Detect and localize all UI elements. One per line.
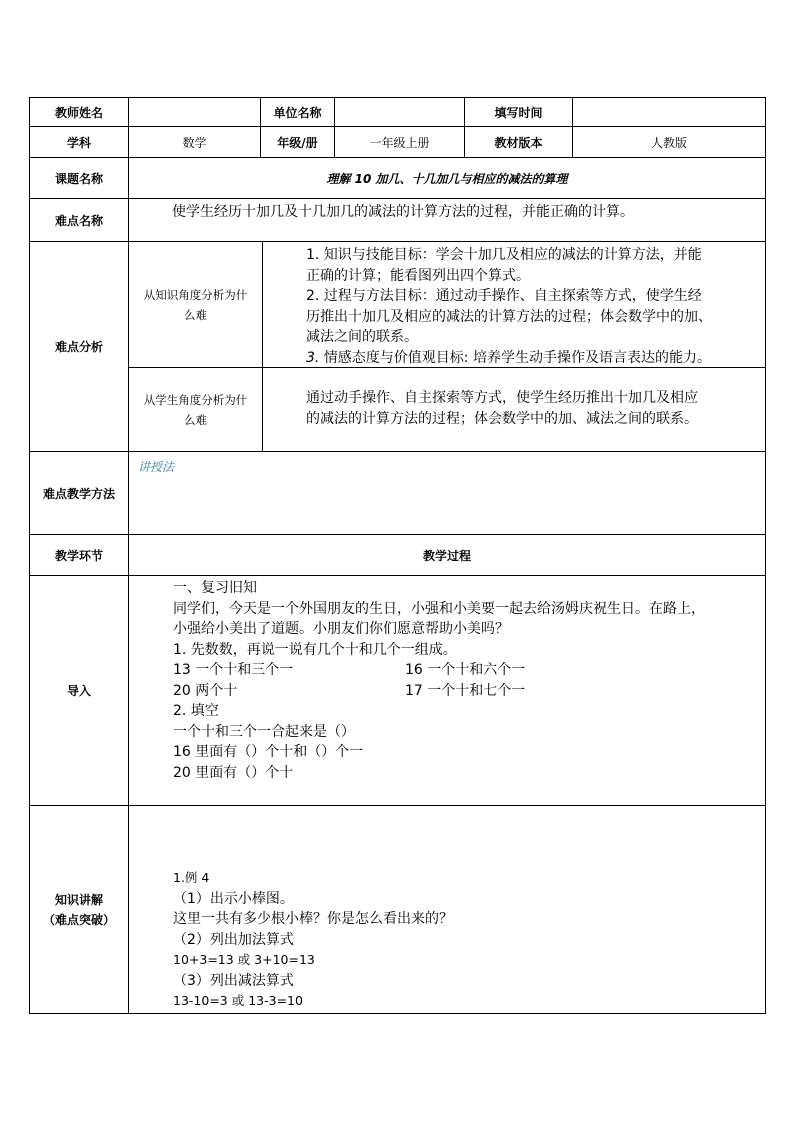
knowledge-line xyxy=(306,348,765,369)
knowledge-line-number: 3. xyxy=(306,349,320,366)
grade-value: 一年级上册 xyxy=(334,126,465,158)
knowledge-explain-line: （1）出示小棒图。 xyxy=(173,890,294,907)
teaching-process-header: 教学过程 xyxy=(128,534,766,576)
intro-line: 16 里面有（）个十和（）个一 xyxy=(173,744,364,760)
intro-pair-left: 20 两个十 xyxy=(173,682,238,699)
knowledge-explain-label-line2: （难点突破） xyxy=(42,912,115,927)
intro-pair-right: 16 一个十和六个一 xyxy=(405,662,526,678)
knowledge-explain-line: 10+3=13 或 3+10=13 xyxy=(173,952,315,967)
knowledge-line: 正确的计算；能看图列出四个算式。 xyxy=(306,267,530,284)
teacher-name-value[interactable] xyxy=(128,97,261,127)
knowledge-explain-label-line1: 知识讲解 xyxy=(54,892,103,907)
intro-line: 同学们，今天是一个外国朋友的生日，小强和小美要一起去给汤姆庆祝生日。在路上， xyxy=(173,600,705,617)
student-angle-label: 从学生角度分析为什么难 xyxy=(128,367,263,452)
fill-time-label: 填写时间 xyxy=(464,97,573,127)
grade-label: 年级/册 xyxy=(260,126,335,158)
knowledge-line: 减法之间的联系。 xyxy=(306,329,418,345)
teaching-method-label: 难点教学方法 xyxy=(29,451,129,535)
intro-line: 一、复习旧知 xyxy=(173,580,257,596)
knowledge-explain-content xyxy=(128,805,766,1014)
lesson-title-value: 理解 10 加几、十几加几与相应的减法的算理 xyxy=(128,157,766,199)
knowledge-explain-line: 这里一共有多少根小棒？你是怎么看出来的？ xyxy=(173,911,453,927)
difficulty-name-label: 难点名称 xyxy=(29,198,129,242)
intro-pair-right: 17 一个十和七个一 xyxy=(405,682,526,699)
intro-pair-row xyxy=(173,681,765,702)
intro-line: 1. 先数数，再说一说有几个十和几个一组成。 xyxy=(173,641,457,658)
lesson-title-label: 课题名称 xyxy=(29,157,129,199)
teaching-method-cell xyxy=(128,451,766,535)
subject-label: 学科 xyxy=(29,126,129,158)
fill-time-value[interactable] xyxy=(572,97,766,127)
knowledge-line: 1. 知识与技能目标：学会十加几及相应的减法的计算方法，并能 xyxy=(306,247,702,263)
knowledge-explain-label xyxy=(29,805,129,1014)
difficulty-name-value: 使学生经历十加几及十几加几的减法的计算方法的过程，并能正确的计算。 xyxy=(128,198,766,242)
knowledge-explain-line: （3）列出减法算式 xyxy=(173,972,294,989)
analysis-label: 难点分析 xyxy=(29,241,129,452)
student-angle-content xyxy=(262,367,766,452)
knowledge-line: 2. 过程与方法目标：通过动手操作、自主探索等方式，使学生经 xyxy=(306,288,702,304)
teacher-name-label: 教师姓名 xyxy=(29,97,129,127)
knowledge-angle-content xyxy=(262,241,766,368)
unit-name-label: 单位名称 xyxy=(260,97,335,127)
knowledge-explain-line: （2）列出加法算式 xyxy=(173,931,294,948)
knowledge-explain-line: 1.例 4 xyxy=(173,870,210,885)
knowledge-explain-line: 13-10=3 或 13-3=10 xyxy=(173,993,303,1008)
intro-content xyxy=(128,575,766,806)
teaching-stage-header: 教学环节 xyxy=(29,534,129,576)
intro-pair-left: 13 一个十和三个一 xyxy=(173,662,294,678)
knowledge-angle-label: 从知识角度分析为什么难 xyxy=(128,241,263,368)
edition-value: 人教版 xyxy=(572,126,766,158)
unit-name-value[interactable] xyxy=(334,97,465,127)
intro-line: 一个十和三个一合起来是（） xyxy=(173,723,355,740)
knowledge-line: 历推出十加几及相应的减法的计算方法的过程；体会数学中的加、 xyxy=(306,308,712,325)
intro-pair-row xyxy=(173,660,765,681)
teaching-method-value: 讲授法 xyxy=(138,460,175,474)
subject-value: 数学 xyxy=(128,126,261,158)
intro-line: 2. 填空 xyxy=(173,703,219,719)
intro-line: 20 里面有（）个十 xyxy=(173,764,294,781)
student-line: 的减法的计算方法的过程；体会数学中的加、减法之间的联系。 xyxy=(306,410,698,427)
edition-label: 教材版本 xyxy=(464,126,573,158)
student-line: 通过动手操作、自主探索等方式，使学生经历推出十加几及相应 xyxy=(306,390,698,406)
intro-label: 导入 xyxy=(29,575,129,806)
knowledge-line-text: 情感态度与价值观目标: 培养学生动手操作及语言表达的能力。 xyxy=(319,349,711,366)
intro-line: 小强给小美出了道题。小朋友们你们愿意帮助小美吗？ xyxy=(173,621,509,637)
